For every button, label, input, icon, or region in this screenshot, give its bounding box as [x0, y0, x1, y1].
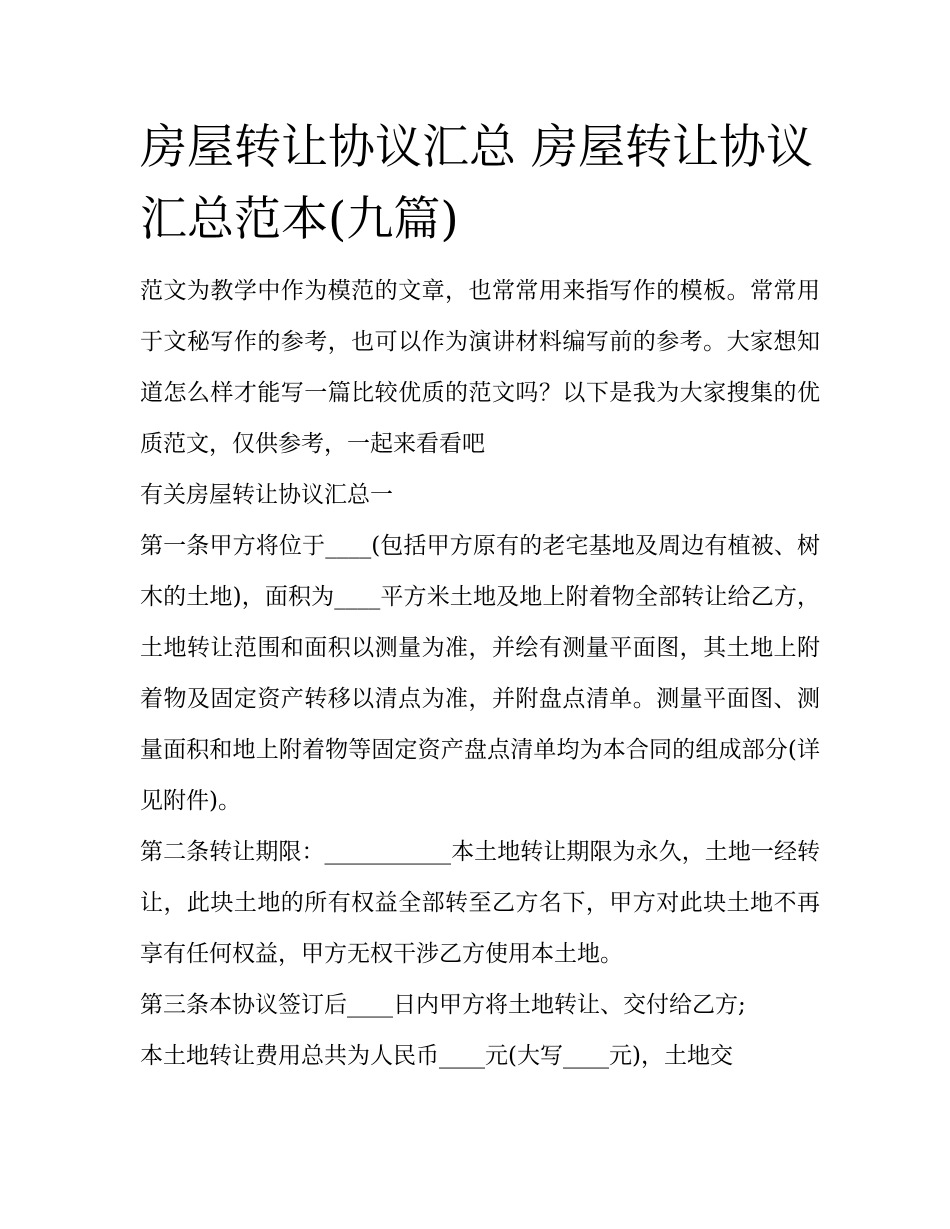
document-title: 房屋转让协议汇总 房屋转让协议汇总范本(九篇): [140, 120, 813, 247]
article-three-paragraph: 第三条本协议签订后____日内甲方将土地转让、交付给乙方;: [140, 992, 746, 1018]
article-one-paragraph: 第一条甲方将位于____(包括甲方原有的老宅基地及周边有植被、树木的土地)，面积为____平方米土地及地上附着物全部转让给乙方，土地转让范围和面积以测量为准，并绘有测量平面图，其土地上附着物及固定资产转移以清点为准，并附盘点清单。测量平面图、测量面积和地上附着物等固定资产盘点清单均为本合同的组成部分(详见附件)。: [140, 533, 820, 814]
article-two-paragraph: 第二条转让期限：___________本土地转让期限为永久，土地一经转让，此块土地的所有权益全部转至乙方名下，甲方对此块土地不再享有任何权益，甲方无权干涉乙方使用本土地。: [140, 839, 820, 967]
document-content: [140, 112, 820, 1082]
document-body: [140, 266, 820, 1082]
transfer-fee-paragraph: 本土地转让费用总共为人民币____元(大写____元)，土地交: [140, 1043, 733, 1069]
section-heading: 有关房屋转让协议汇总一: [140, 482, 393, 508]
intro-paragraph: 范文为教学中作为模范的文章，也常常用来指写作的模板。常常用于文秘写作的参考，也可以作为演讲材料编写前的参考。大家想知道怎么样才能写一篇比较优质的范文吗？以下是我为大家搜集的优质范文，仅供参考，一起来看看吧: [140, 278, 820, 457]
